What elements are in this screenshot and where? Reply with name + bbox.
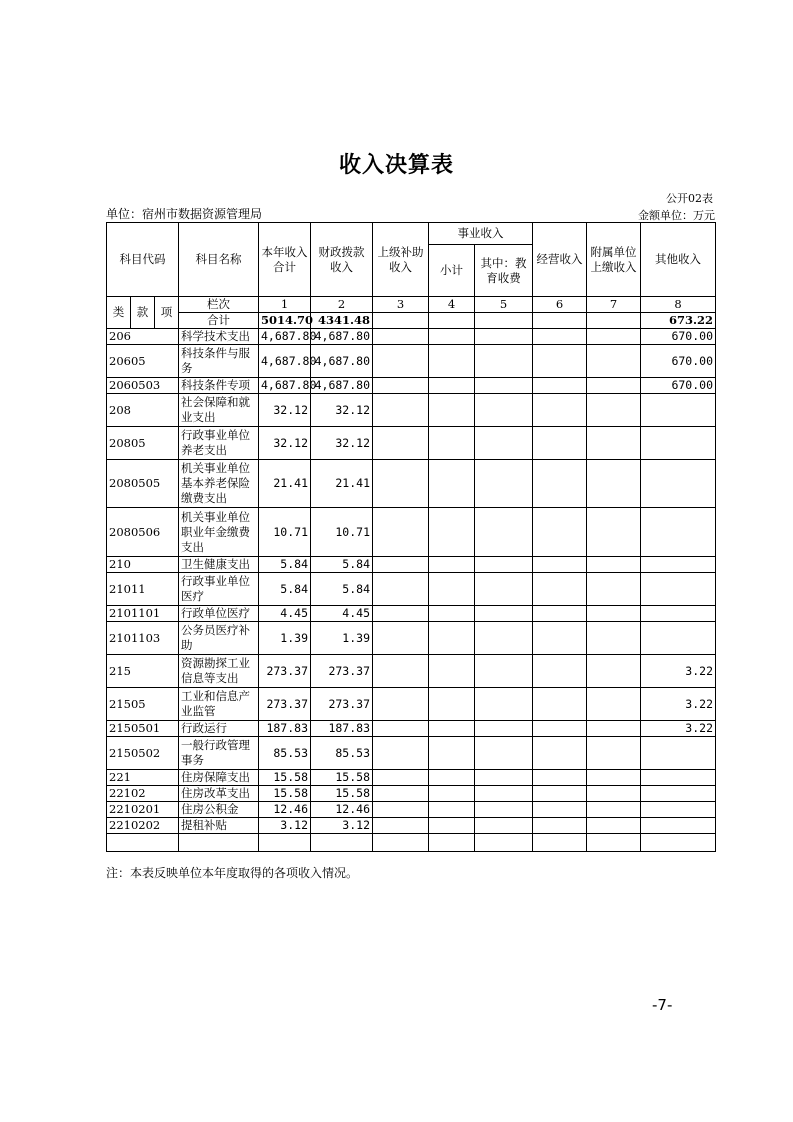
row-other	[641, 427, 716, 460]
header-code: 科目代码	[107, 223, 179, 297]
row-subtotal	[429, 737, 475, 770]
row-total: 1.39	[259, 622, 311, 655]
row-other	[641, 606, 716, 622]
row-total: 15.58	[259, 786, 311, 802]
row-education	[475, 688, 533, 721]
header-education-fee: 其中：教育收费	[475, 245, 533, 297]
row-code: 2060503	[107, 378, 179, 394]
row-other	[641, 508, 716, 557]
row-code: 21011	[107, 573, 179, 606]
row-affiliated	[587, 394, 641, 427]
row-superior	[373, 818, 429, 834]
row-total: 12.46	[259, 802, 311, 818]
row-total: 4,687.80	[259, 329, 311, 345]
row-subtotal	[429, 508, 475, 557]
row-fiscal: 85.53	[311, 737, 373, 770]
row-education	[475, 460, 533, 508]
row-code: 2210201	[107, 802, 179, 818]
table-row	[107, 818, 716, 834]
row-operating	[533, 345, 587, 378]
row-code: 210	[107, 557, 179, 573]
col-number: 5	[475, 297, 533, 313]
row-other: 3.22	[641, 688, 716, 721]
table-row	[107, 329, 716, 345]
table-row	[107, 655, 716, 688]
row-subtotal	[429, 345, 475, 378]
row-code: 2080506	[107, 508, 179, 557]
page-number: -7-	[652, 996, 673, 1014]
row-superior	[373, 427, 429, 460]
row-superior	[373, 508, 429, 557]
row-subtotal	[429, 818, 475, 834]
row-operating	[533, 622, 587, 655]
row-other	[641, 737, 716, 770]
row-affiliated	[587, 786, 641, 802]
row-superior	[373, 329, 429, 345]
total-other-value: 673.22	[641, 313, 716, 329]
col-number: 4	[429, 297, 475, 313]
row-superior	[373, 688, 429, 721]
row-total: 85.53	[259, 737, 311, 770]
empty-row	[107, 834, 716, 852]
row-code: 2150502	[107, 737, 179, 770]
page-title: 收入决算表	[338, 153, 454, 178]
row-fiscal: 10.71	[311, 508, 373, 557]
row-name: 住房公积金	[179, 802, 259, 818]
row-subtotal	[429, 655, 475, 688]
row-code: 2080505	[107, 460, 179, 508]
table-row	[107, 378, 716, 394]
table-row	[107, 622, 716, 655]
header-lei: 类	[107, 297, 131, 329]
table-row	[107, 737, 716, 770]
row-code: 20805	[107, 427, 179, 460]
table-row	[107, 345, 716, 378]
header-kuan: 款	[131, 297, 155, 329]
row-fiscal: 32.12	[311, 394, 373, 427]
row-total: 10.71	[259, 508, 311, 557]
row-education	[475, 655, 533, 688]
row-subtotal	[429, 557, 475, 573]
row-superior	[373, 721, 429, 737]
row-superior	[373, 622, 429, 655]
row-operating	[533, 508, 587, 557]
row-affiliated	[587, 655, 641, 688]
total-label: 合计	[179, 313, 259, 329]
col-number: 1	[259, 297, 311, 313]
row-name: 科学技术支出	[179, 329, 259, 345]
header-superior-subsidy: 上级补助收入	[373, 223, 429, 297]
header-other: 其他收入	[641, 223, 716, 297]
row-other	[641, 770, 716, 786]
row-name: 社会保障和就业支出	[179, 394, 259, 427]
row-superior	[373, 606, 429, 622]
row-education	[475, 345, 533, 378]
row-education	[475, 557, 533, 573]
row-name: 卫生健康支出	[179, 557, 259, 573]
row-subtotal	[429, 770, 475, 786]
row-name: 工业和信息产业监管	[179, 688, 259, 721]
row-total: 21.41	[259, 460, 311, 508]
row-operating	[533, 770, 587, 786]
row-affiliated	[587, 460, 641, 508]
unit-label: 单位：宿州市数据资源管理局	[106, 207, 263, 221]
row-total: 3.12	[259, 818, 311, 834]
row-total: 5.84	[259, 573, 311, 606]
row-education	[475, 606, 533, 622]
form-code: 公开02表	[666, 192, 713, 205]
row-subtotal	[429, 573, 475, 606]
row-name: 提租补贴	[179, 818, 259, 834]
row-fiscal: 4,687.80	[311, 378, 373, 394]
row-fiscal: 15.58	[311, 770, 373, 786]
row-other	[641, 818, 716, 834]
row-operating	[533, 688, 587, 721]
header-business-income: 事业收入	[429, 223, 533, 245]
row-operating	[533, 802, 587, 818]
total-income-value: 5014.70	[259, 313, 311, 329]
row-code: 22102	[107, 786, 179, 802]
row-operating	[533, 721, 587, 737]
row-operating	[533, 573, 587, 606]
row-education	[475, 770, 533, 786]
row-subtotal	[429, 606, 475, 622]
row-other	[641, 573, 716, 606]
row-education	[475, 427, 533, 460]
footnote: 注：本表反映单位本年度取得的各项收入情况。	[106, 866, 359, 880]
row-operating	[533, 655, 587, 688]
row-education	[475, 573, 533, 606]
row-code: 20605	[107, 345, 179, 378]
row-superior	[373, 655, 429, 688]
row-education	[475, 378, 533, 394]
row-code: 206	[107, 329, 179, 345]
header-total-income: 本年收入合计	[259, 223, 311, 297]
row-superior	[373, 573, 429, 606]
row-affiliated	[587, 345, 641, 378]
row-fiscal: 15.58	[311, 786, 373, 802]
table-row	[107, 427, 716, 460]
row-code: 221	[107, 770, 179, 786]
row-other	[641, 394, 716, 427]
row-fiscal: 4,687.80	[311, 345, 373, 378]
header-column-index: 栏次	[179, 297, 259, 313]
row-total: 32.12	[259, 394, 311, 427]
row-fiscal: 5.84	[311, 573, 373, 606]
row-superior	[373, 460, 429, 508]
header-name: 科目名称	[179, 223, 259, 297]
row-total: 4,687.80	[259, 345, 311, 378]
total-row	[107, 313, 716, 329]
row-affiliated	[587, 721, 641, 737]
row-superior	[373, 378, 429, 394]
row-code: 2210202	[107, 818, 179, 834]
table-row	[107, 770, 716, 786]
col-number: 2	[311, 297, 373, 313]
row-operating	[533, 378, 587, 394]
row-superior	[373, 786, 429, 802]
table-row	[107, 688, 716, 721]
row-operating	[533, 786, 587, 802]
row-affiliated	[587, 378, 641, 394]
row-other: 3.22	[641, 655, 716, 688]
row-affiliated	[587, 573, 641, 606]
row-superior	[373, 770, 429, 786]
row-name: 机关事业单位基本养老保险缴费支出	[179, 460, 259, 508]
row-name: 科技条件与服务	[179, 345, 259, 378]
row-other	[641, 460, 716, 508]
row-affiliated	[587, 622, 641, 655]
row-superior	[373, 737, 429, 770]
header-operating: 经营收入	[533, 223, 587, 297]
header-affiliated: 附属单位上缴收入	[587, 223, 641, 297]
row-name: 住房改革支出	[179, 786, 259, 802]
row-fiscal: 1.39	[311, 622, 373, 655]
table-row	[107, 557, 716, 573]
row-education	[475, 818, 533, 834]
row-operating	[533, 606, 587, 622]
row-fiscal: 21.41	[311, 460, 373, 508]
table-row	[107, 460, 716, 508]
row-name: 一般行政管理事务	[179, 737, 259, 770]
row-fiscal: 273.37	[311, 688, 373, 721]
header-xiang: 项	[155, 297, 179, 329]
row-fiscal: 5.84	[311, 557, 373, 573]
row-code: 2101101	[107, 606, 179, 622]
row-affiliated	[587, 802, 641, 818]
col-number: 6	[533, 297, 587, 313]
row-code: 2101103	[107, 622, 179, 655]
row-subtotal	[429, 460, 475, 508]
row-fiscal: 3.12	[311, 818, 373, 834]
table-row	[107, 573, 716, 606]
row-name: 行政运行	[179, 721, 259, 737]
row-name: 机关事业单位职业年金缴费支出	[179, 508, 259, 557]
row-total: 4.45	[259, 606, 311, 622]
row-operating	[533, 818, 587, 834]
row-name: 公务员医疗补助	[179, 622, 259, 655]
row-education	[475, 737, 533, 770]
row-name: 科技条件专项	[179, 378, 259, 394]
row-name: 行政单位医疗	[179, 606, 259, 622]
row-operating	[533, 557, 587, 573]
row-subtotal	[429, 427, 475, 460]
table-row	[107, 508, 716, 557]
row-affiliated	[587, 508, 641, 557]
table-row	[107, 606, 716, 622]
row-subtotal	[429, 802, 475, 818]
row-other: 670.00	[641, 329, 716, 345]
row-superior	[373, 394, 429, 427]
row-affiliated	[587, 557, 641, 573]
col-number: 3	[373, 297, 429, 313]
row-education	[475, 394, 533, 427]
row-superior	[373, 557, 429, 573]
header-fiscal: 财政拨款收入	[311, 223, 373, 297]
table-row	[107, 786, 716, 802]
row-code: 208	[107, 394, 179, 427]
table-row	[107, 394, 716, 427]
row-operating	[533, 394, 587, 427]
row-operating	[533, 427, 587, 460]
row-total: 5.84	[259, 557, 311, 573]
row-total: 32.12	[259, 427, 311, 460]
row-superior	[373, 802, 429, 818]
income-table	[106, 222, 716, 852]
row-fiscal: 12.46	[311, 802, 373, 818]
row-education	[475, 786, 533, 802]
row-fiscal: 187.83	[311, 721, 373, 737]
row-fiscal: 273.37	[311, 655, 373, 688]
row-education	[475, 622, 533, 655]
row-affiliated	[587, 329, 641, 345]
row-education	[475, 721, 533, 737]
row-fiscal: 4,687.80	[311, 329, 373, 345]
row-operating	[533, 737, 587, 770]
row-affiliated	[587, 770, 641, 786]
row-name: 行政事业单位医疗	[179, 573, 259, 606]
row-affiliated	[587, 688, 641, 721]
row-other: 670.00	[641, 345, 716, 378]
row-fiscal: 4.45	[311, 606, 373, 622]
row-affiliated	[587, 818, 641, 834]
row-total: 273.37	[259, 655, 311, 688]
col-number: 8	[641, 297, 716, 313]
table-body	[107, 329, 716, 834]
row-subtotal	[429, 378, 475, 394]
row-other	[641, 786, 716, 802]
header-subtotal: 小计	[429, 245, 475, 297]
row-name: 住房保障支出	[179, 770, 259, 786]
row-total: 15.58	[259, 770, 311, 786]
row-subtotal	[429, 688, 475, 721]
total-fiscal-value: 4341.48	[311, 313, 373, 329]
table-row	[107, 802, 716, 818]
row-affiliated	[587, 737, 641, 770]
row-subtotal	[429, 786, 475, 802]
table-row	[107, 721, 716, 737]
row-subtotal	[429, 394, 475, 427]
row-other: 670.00	[641, 378, 716, 394]
row-education	[475, 508, 533, 557]
row-other	[641, 802, 716, 818]
row-name: 资源勘探工业信息等支出	[179, 655, 259, 688]
row-other	[641, 622, 716, 655]
row-affiliated	[587, 427, 641, 460]
row-education	[475, 329, 533, 345]
row-name: 行政事业单位养老支出	[179, 427, 259, 460]
row-other	[641, 557, 716, 573]
row-code: 2150501	[107, 721, 179, 737]
row-code: 21505	[107, 688, 179, 721]
row-affiliated	[587, 606, 641, 622]
amount-unit-label: 金额单位：万元	[638, 209, 715, 222]
row-superior	[373, 345, 429, 378]
row-education	[475, 802, 533, 818]
row-total: 4,687.80	[259, 378, 311, 394]
row-fiscal: 32.12	[311, 427, 373, 460]
row-operating	[533, 329, 587, 345]
col-number: 7	[587, 297, 641, 313]
row-subtotal	[429, 622, 475, 655]
row-other: 3.22	[641, 721, 716, 737]
row-subtotal	[429, 721, 475, 737]
row-subtotal	[429, 329, 475, 345]
row-code: 215	[107, 655, 179, 688]
row-operating	[533, 460, 587, 508]
row-total: 187.83	[259, 721, 311, 737]
row-total: 273.37	[259, 688, 311, 721]
